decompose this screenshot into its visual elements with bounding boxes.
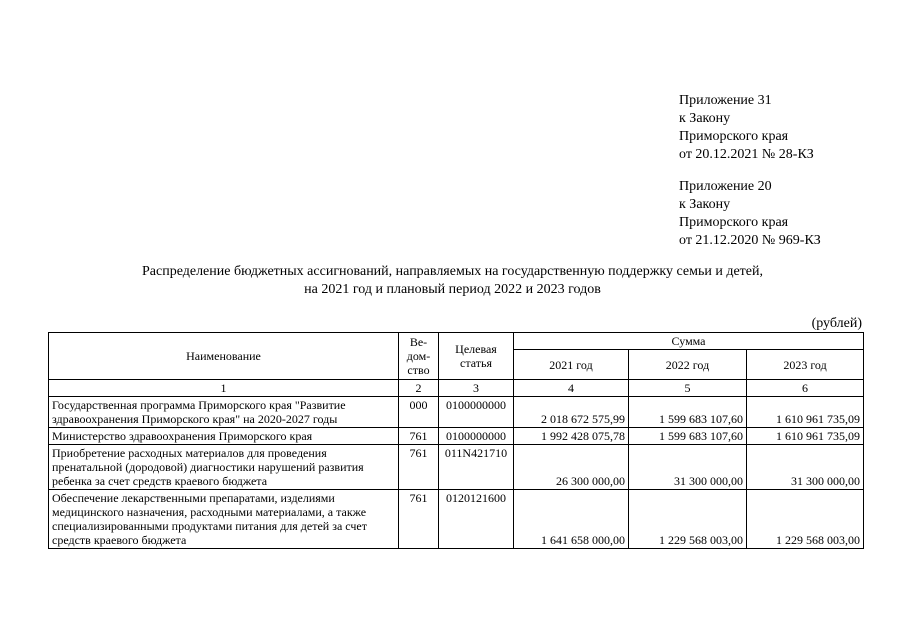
row-dept: 761 xyxy=(399,490,439,549)
appendix-number: Приложение 31 xyxy=(679,93,772,108)
row-target: 011N421710 xyxy=(439,445,514,490)
row-name: Государственная программа Приморского края "Развитие здравоохранения Приморского края" на 2020-2027 годы xyxy=(49,397,399,428)
column-number: 6 xyxy=(747,380,864,397)
header-row-top xyxy=(49,333,864,350)
document-title-line1: Распределение бюджетных ассигнований, направляемых на государственную поддержку семьи и детей, xyxy=(142,264,763,279)
column-number: 3 xyxy=(439,380,514,397)
appendix-date: от 20.12.2021 № 28-КЗ xyxy=(679,147,814,162)
row-name: Обеспечение лекарственными препаратами, изделиями медицинского назначения, расходными материалами, а также специализированными продуктами питания для детей за счет средств краевого бюджета xyxy=(49,490,399,549)
document-title xyxy=(0,263,905,299)
column-number: 5 xyxy=(629,380,747,397)
column-number: 2 xyxy=(399,380,439,397)
header-year-2023: 2023 год xyxy=(747,350,864,380)
row-dept: 761 xyxy=(399,445,439,490)
header-year-2022: 2022 год xyxy=(629,350,747,380)
table-row xyxy=(49,445,864,490)
header-target: Целевая статья xyxy=(439,333,514,380)
table-row xyxy=(49,490,864,549)
header-dept: Ве-дом-ство xyxy=(399,333,439,380)
row-name: Приобретение расходных материалов для проведения пренатальной (дородовой) диагностики нарушений развития ребенка за счет средств краевого бюджета xyxy=(49,445,399,490)
budget-table xyxy=(48,332,864,549)
row-amount-2023: 1 610 961 735,09 xyxy=(747,397,864,428)
row-amount-2022: 31 300 000,00 xyxy=(629,445,747,490)
appendix-reference-current xyxy=(679,92,814,164)
column-number-row xyxy=(49,380,864,397)
row-amount-2021: 26 300 000,00 xyxy=(514,445,629,490)
row-amount-2022: 1 599 683 107,60 xyxy=(629,428,747,445)
column-number: 4 xyxy=(514,380,629,397)
row-amount-2022: 1 599 683 107,60 xyxy=(629,397,747,428)
row-amount-2022: 1 229 568 003,00 xyxy=(629,490,747,549)
appendix-region: Приморского края xyxy=(679,129,789,144)
table-row xyxy=(49,397,864,428)
document-title-line2: на 2021 год и плановый период 2022 и 2023 годов xyxy=(304,282,601,297)
row-amount-2021: 1 992 428 075,78 xyxy=(514,428,629,445)
appendix-law-label: к Закону xyxy=(679,197,731,212)
header-year-2021: 2021 год xyxy=(514,350,629,380)
row-amount-2023: 1 610 961 735,09 xyxy=(747,428,864,445)
column-number: 1 xyxy=(49,380,399,397)
row-amount-2023: 31 300 000,00 xyxy=(747,445,864,490)
row-target: 0100000000 xyxy=(439,428,514,445)
appendix-date: от 21.12.2020 № 969-КЗ xyxy=(679,233,821,248)
units-label: (рублей) xyxy=(811,316,862,331)
appendix-reference-original xyxy=(679,178,821,250)
appendix-region: Приморского края xyxy=(679,215,789,230)
row-dept: 000 xyxy=(399,397,439,428)
row-amount-2021: 2 018 672 575,99 xyxy=(514,397,629,428)
header-sum: Сумма xyxy=(514,333,864,350)
row-amount-2021: 1 641 658 000,00 xyxy=(514,490,629,549)
table-row xyxy=(49,428,864,445)
appendix-number: Приложение 20 xyxy=(679,179,772,194)
row-name: Министерство здравоохранения Приморского края xyxy=(49,428,399,445)
header-name: Наименование xyxy=(49,333,399,380)
appendix-law-label: к Закону xyxy=(679,111,731,126)
row-target: 0100000000 xyxy=(439,397,514,428)
row-amount-2023: 1 229 568 003,00 xyxy=(747,490,864,549)
row-dept: 761 xyxy=(399,428,439,445)
row-target: 0120121600 xyxy=(439,490,514,549)
